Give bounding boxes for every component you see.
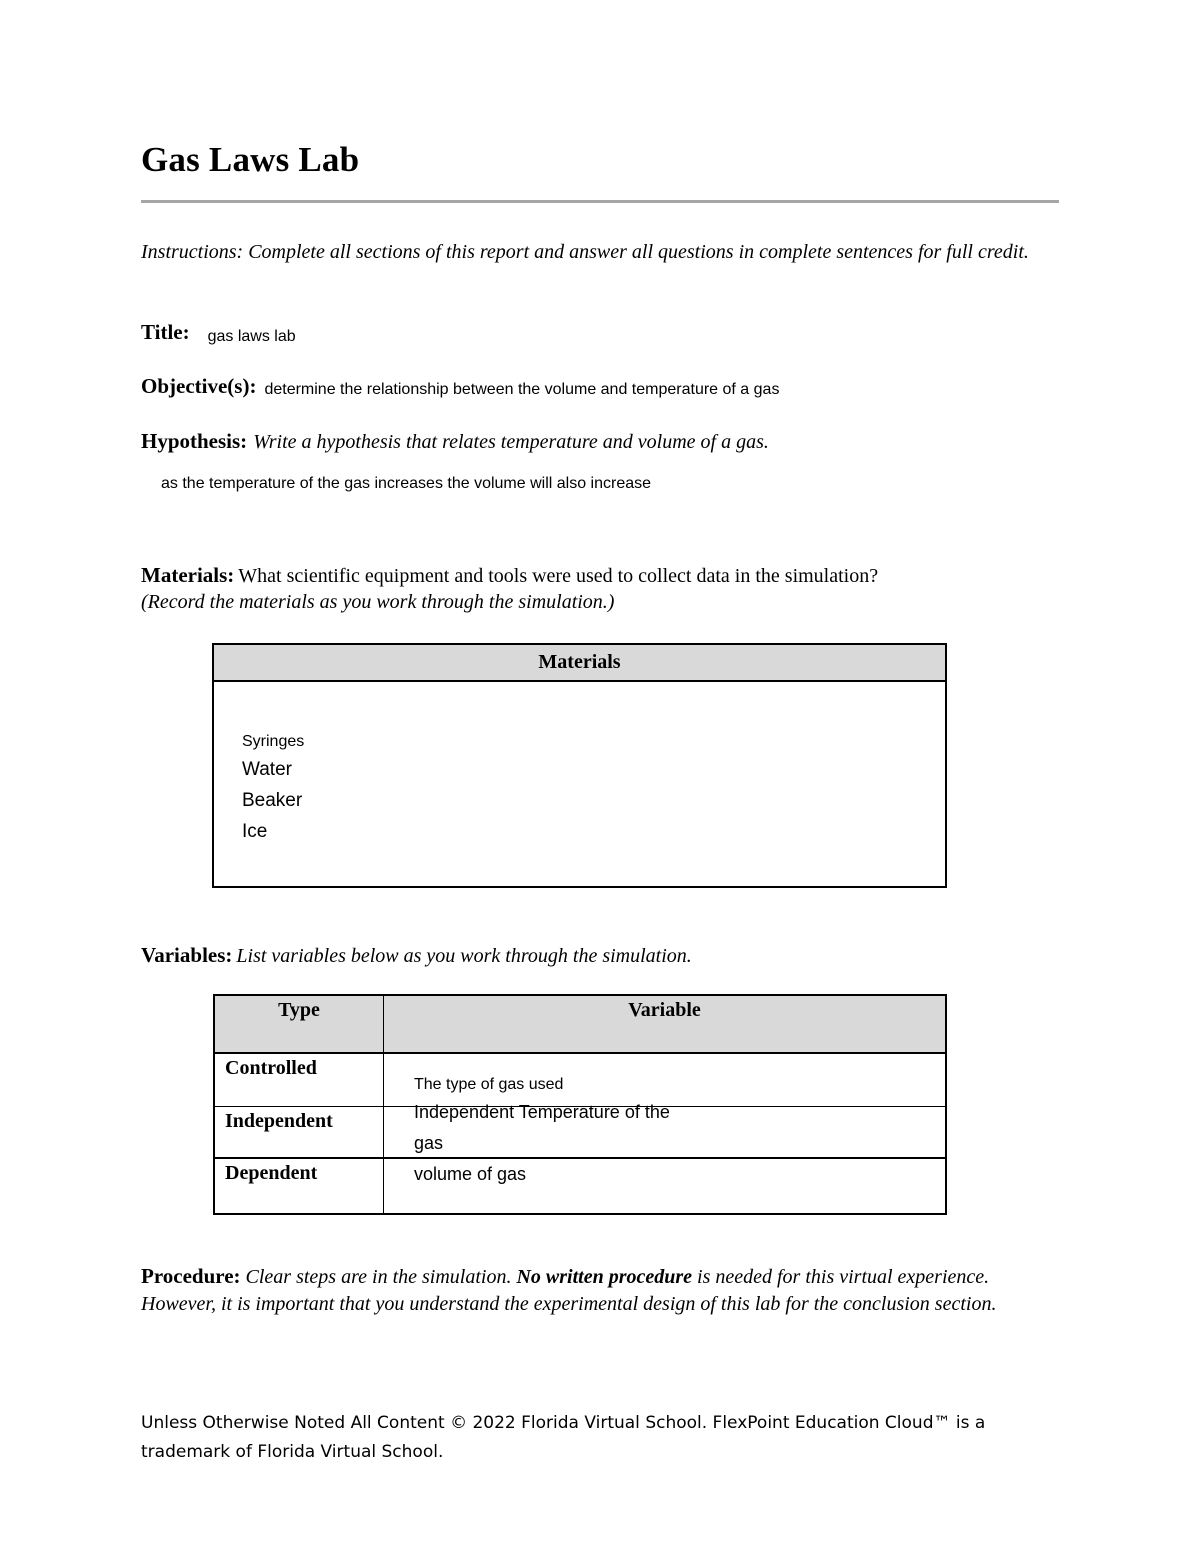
variable-value: volume of gas	[414, 1164, 527, 1184]
objective-value: determine the relationship between the volume and temperature of a gas	[264, 381, 780, 398]
materials-heading	[141, 563, 1061, 588]
table-row	[214, 1158, 946, 1214]
procedure-emphasis: No written procedure	[516, 1266, 693, 1288]
hypothesis-prompt: Write a hypothesis that relates temperature and volume of a gas.	[253, 431, 769, 453]
materials-label: Materials:	[141, 563, 235, 587]
variable-value-cell	[384, 1102, 947, 1159]
document-title: Gas Laws Lab	[141, 140, 360, 179]
variable-value: The type of gas used	[414, 1076, 564, 1093]
variables-variable-header: Variable	[384, 995, 947, 1053]
title-field	[141, 320, 296, 345]
materials-list	[242, 730, 304, 847]
list-item: Water	[242, 759, 292, 780]
variables-label: Variables:	[141, 943, 233, 967]
instructions-text: Instructions: Complete all sections of this report and answer all questions in complete sentences for full credit.	[141, 241, 1029, 263]
list-item: Beaker	[242, 790, 303, 811]
variable-type-cell: Controlled	[214, 1053, 384, 1107]
list-item: Ice	[242, 821, 268, 842]
objective-field	[141, 374, 779, 399]
hypothesis-field	[141, 429, 769, 454]
variables-heading	[141, 943, 692, 968]
procedure-label: Procedure:	[141, 1264, 241, 1288]
materials-table-header: Materials	[213, 644, 946, 681]
title-label: Title:	[141, 320, 190, 344]
hypothesis-value: as the temperature of the gas increases the volume will also increase	[161, 475, 652, 492]
variables-prompt: List variables below as you work through the simulation.	[236, 945, 692, 967]
table-row	[214, 1107, 946, 1159]
procedure-paragraph	[141, 1263, 1056, 1318]
variable-type-cell: Independent	[214, 1107, 384, 1159]
variables-table	[213, 994, 947, 1215]
variable-value: Independent Temperature of the gas	[414, 1102, 670, 1153]
objective-label: Objective(s):	[141, 374, 257, 398]
materials-table	[212, 643, 947, 888]
materials-note: (Record the materials as you work through the simulation.)	[141, 591, 615, 613]
page-footer: Unless Otherwise Noted All Content © 2022 Florida Virtual School. FlexPoint Education Cloud™ is a trademark of Florida Virtual School.	[141, 1413, 986, 1462]
variable-type-cell: Dependent	[214, 1158, 384, 1214]
procedure-text-before: Clear steps are in the simulation.	[245, 1266, 512, 1288]
variables-type-header: Type	[214, 995, 384, 1053]
materials-question: What scientific equipment and tools were used to collect data in the simulation?	[238, 565, 879, 587]
title-divider	[141, 200, 1059, 203]
materials-table-cell	[213, 681, 946, 887]
list-item: Syringes	[242, 733, 305, 750]
title-value: gas laws lab	[207, 328, 296, 345]
variable-value-cell	[384, 1158, 947, 1214]
hypothesis-label: Hypothesis:	[141, 429, 248, 453]
procedure-text-after: is needed for this virtual experience. However, it is important that you understand the experimental design of this lab for the conclusion section.	[141, 1266, 997, 1315]
